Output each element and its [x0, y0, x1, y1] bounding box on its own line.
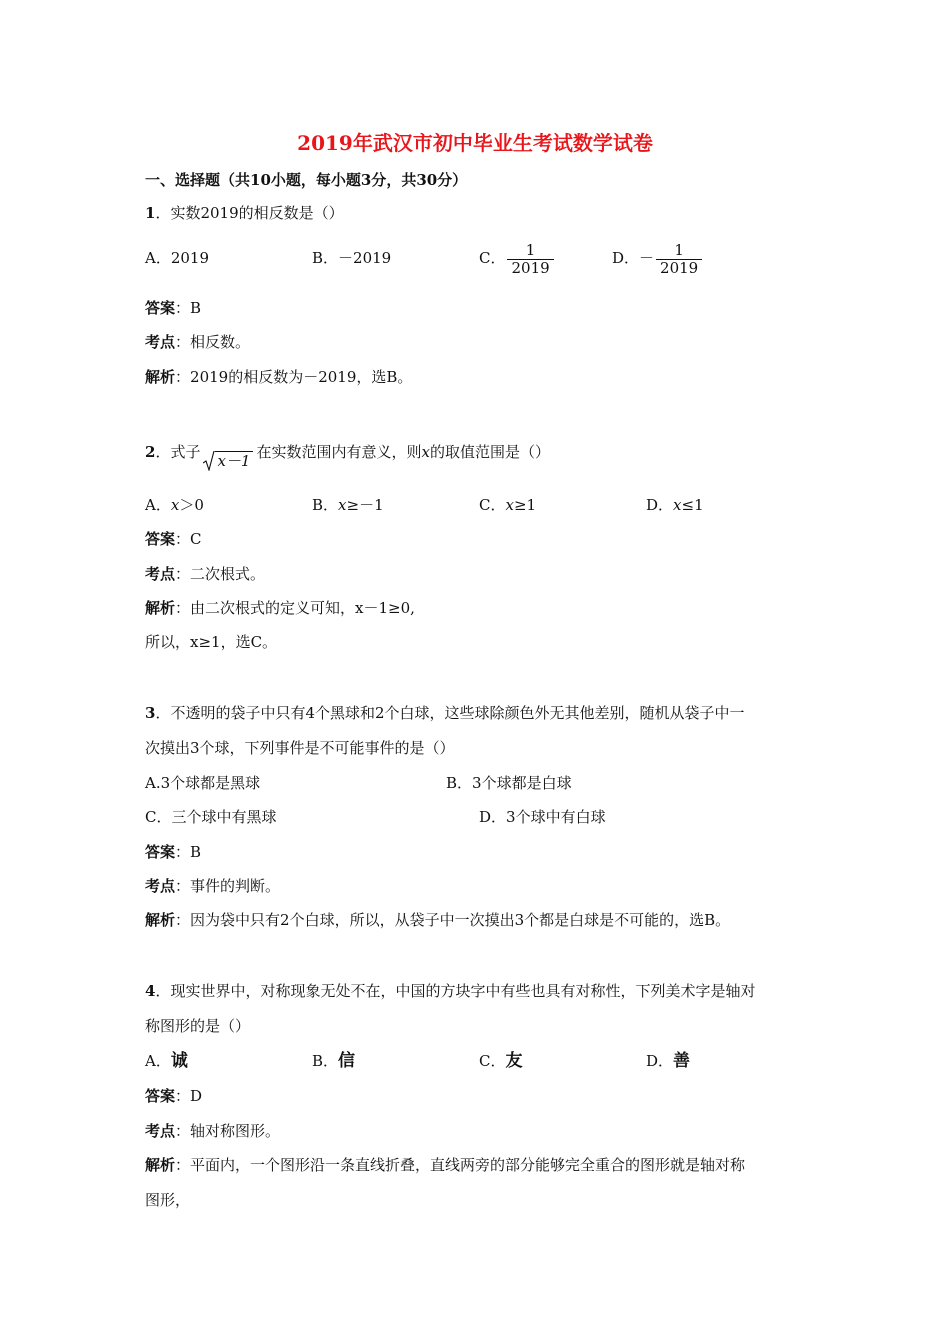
- answer-label: 答案: [145, 1087, 176, 1105]
- q3-option-b: B．3个球都是白球: [446, 774, 572, 792]
- q2-radicand: x－1: [215, 451, 253, 470]
- q1-analysis-value: 2019的相反数为－2019，选B。: [190, 368, 413, 386]
- fraction-denominator: 2019: [656, 259, 702, 277]
- q1-answer: [145, 298, 201, 318]
- q1-option-d-label: D．－: [612, 249, 655, 267]
- q3-analysis: [145, 910, 730, 930]
- answer-label: 答案: [145, 299, 176, 317]
- q2-option-d: [646, 495, 704, 515]
- option-label: A．: [145, 496, 171, 514]
- q3-point: [145, 876, 280, 896]
- q4-point-value: 轴对称图形。: [190, 1122, 281, 1140]
- option-label: D．: [646, 496, 674, 514]
- answer-label: 答案: [145, 843, 176, 861]
- q2-analysis-value: 由二次根式的定义可知，x－1≥0,: [190, 599, 415, 617]
- q2-option-a: [145, 495, 204, 515]
- option-label: B．: [312, 496, 339, 514]
- colon: ：: [175, 599, 191, 617]
- q1-point-value: 相反数。: [190, 333, 251, 351]
- q1-analysis: [145, 367, 412, 387]
- q2-stem: 2．式子 x－1 在实数范围内有意义，则x的取值范围是（）: [145, 443, 550, 470]
- option-character: 信: [338, 1051, 356, 1071]
- q4-stem-line-2: 称图形的是（）: [145, 1017, 251, 1035]
- q1-option-c-fraction: [507, 242, 553, 277]
- point-label: 考点: [145, 877, 176, 895]
- colon: ：: [175, 877, 191, 895]
- q2-option-b: [312, 495, 384, 515]
- option-value: ≥1: [513, 496, 537, 514]
- analysis-label: 解析: [145, 911, 176, 929]
- q1-point: [145, 332, 250, 352]
- q3-option-a: A.3个球都是黑球: [145, 774, 261, 792]
- q4-analysis-line-2: 图形，: [145, 1191, 191, 1209]
- q3-answer: [145, 842, 201, 862]
- fraction-numerator: 1: [674, 240, 684, 259]
- q3-analysis-value: 因为袋中只有2个白球，所以，从袋子中一次摸出3个都是白球是不可能的，选B。: [190, 911, 731, 929]
- option-variable: x: [505, 496, 514, 514]
- q2-stem-part: 式子: [170, 443, 201, 461]
- analysis-label: 解析: [145, 1156, 176, 1174]
- q1-answer-value: B: [190, 299, 202, 317]
- q3-number: 3: [145, 704, 156, 722]
- q3-stem-text: 不透明的袋子中只有4个黑球和2个白球，这些球除颜色外无其他差别，随机从袋子中一: [170, 704, 745, 722]
- point-label: 考点: [145, 565, 176, 583]
- point-label: 考点: [145, 333, 176, 351]
- option-label: C．: [479, 496, 506, 514]
- colon: ：: [175, 911, 191, 929]
- colon: ：: [175, 1156, 191, 1174]
- option-value: ≤1: [681, 496, 704, 514]
- q2-number: 2: [145, 443, 156, 461]
- option-label: C．: [479, 1052, 506, 1070]
- fraction-denominator: 2019: [507, 259, 553, 277]
- q2-stem-part: 在实数范围内有意义，则: [256, 443, 422, 461]
- q2-point-value: 二次根式。: [190, 565, 266, 583]
- option-label: B．: [312, 1052, 339, 1070]
- analysis-label: 解析: [145, 368, 176, 386]
- q1-number: 1: [145, 204, 156, 222]
- q4-option-d: [646, 1051, 690, 1071]
- colon: ：: [175, 530, 191, 548]
- q1-option-a: A．2019: [145, 249, 210, 267]
- option-label: D．: [646, 1052, 674, 1070]
- q4-analysis-value: 平面内，一个图形沿一条直线折叠，直线两旁的部分能够完全重合的图形就是轴对称: [190, 1156, 746, 1174]
- colon: ：: [175, 299, 191, 317]
- q4-stem-text: 现实世界中，对称现象无处不在，中国的方块字中有些也具有对称性，下列美术字是轴对: [170, 982, 756, 1000]
- option-character: 友: [505, 1051, 523, 1071]
- q3-point-value: 事件的判断。: [190, 877, 281, 895]
- section-heading: 一、选择题（共10小题，每小题3分，共30分）: [145, 171, 468, 189]
- q2-answer: [145, 529, 202, 549]
- q1-option-b: B．－2019: [312, 249, 392, 267]
- fraction-numerator: 1: [525, 240, 536, 259]
- colon: ：: [175, 368, 191, 386]
- q4-answer: [145, 1086, 202, 1106]
- q3-option-c: C．三个球中有黑球: [145, 808, 277, 826]
- q2-analysis: [145, 598, 415, 618]
- q1-stem: 1．实数2019的相反数是（）: [145, 204, 344, 222]
- q1-option-d-fraction: [656, 242, 702, 277]
- option-value: ＞0: [179, 496, 204, 514]
- q4-point: [145, 1121, 280, 1141]
- radical-sign-icon: [203, 451, 215, 471]
- q3-option-d: D．3个球中有白球: [479, 808, 606, 826]
- option-variable: x: [170, 496, 180, 514]
- q4-stem: 4．现实世界中，对称现象无处不在，中国的方块字中有些也具有对称性，下列美术字是轴对: [145, 982, 756, 1000]
- q2-variable: x: [421, 443, 430, 461]
- option-character: 诚: [170, 1051, 188, 1071]
- q2-stem-part: 的取值范围是（）: [429, 443, 550, 461]
- q1-option-d: [612, 239, 704, 277]
- q4-option-b: [312, 1051, 355, 1071]
- q3-stem-line-2: 次摸出3个球，下列事件是不可能事件的是（）: [145, 739, 455, 757]
- option-variable: x: [673, 496, 682, 514]
- colon: ：: [175, 565, 191, 583]
- option-value: ≥－1: [346, 496, 384, 514]
- q2-analysis-line-2: 所以，x≥1，选C。: [145, 633, 278, 651]
- colon: ：: [175, 843, 191, 861]
- q4-answer-value: D: [190, 1087, 203, 1105]
- q1-option-c-label: C．: [479, 249, 506, 267]
- page-title: 2019年武汉市初中毕业生考试数学试卷: [297, 131, 653, 155]
- colon: ：: [175, 1122, 191, 1140]
- q2-radical: [203, 451, 253, 470]
- point-label: 考点: [145, 1122, 176, 1140]
- q3-answer-value: B: [190, 843, 202, 861]
- q2-point: [145, 564, 265, 584]
- q4-option-a: [145, 1051, 188, 1071]
- option-label: A．: [145, 1052, 171, 1070]
- q2-option-c: [479, 495, 536, 515]
- analysis-label: 解析: [145, 599, 176, 617]
- q4-option-c: [479, 1051, 522, 1071]
- colon: ：: [175, 1087, 191, 1105]
- q1-option-c: [479, 239, 556, 277]
- q2-answer-value: C: [190, 530, 202, 548]
- colon: ：: [175, 333, 191, 351]
- q4-analysis: [145, 1155, 745, 1175]
- q3-stem: 3．不透明的袋子中只有4个黑球和2个白球，这些球除颜色外无其他差别，随机从袋子中一: [145, 704, 745, 722]
- option-character: 善: [673, 1051, 691, 1071]
- option-variable: x: [338, 496, 347, 514]
- q1-stem-text: 实数2019的相反数是（）: [170, 204, 344, 222]
- answer-label: 答案: [145, 530, 176, 548]
- q4-number: 4: [145, 982, 156, 1000]
